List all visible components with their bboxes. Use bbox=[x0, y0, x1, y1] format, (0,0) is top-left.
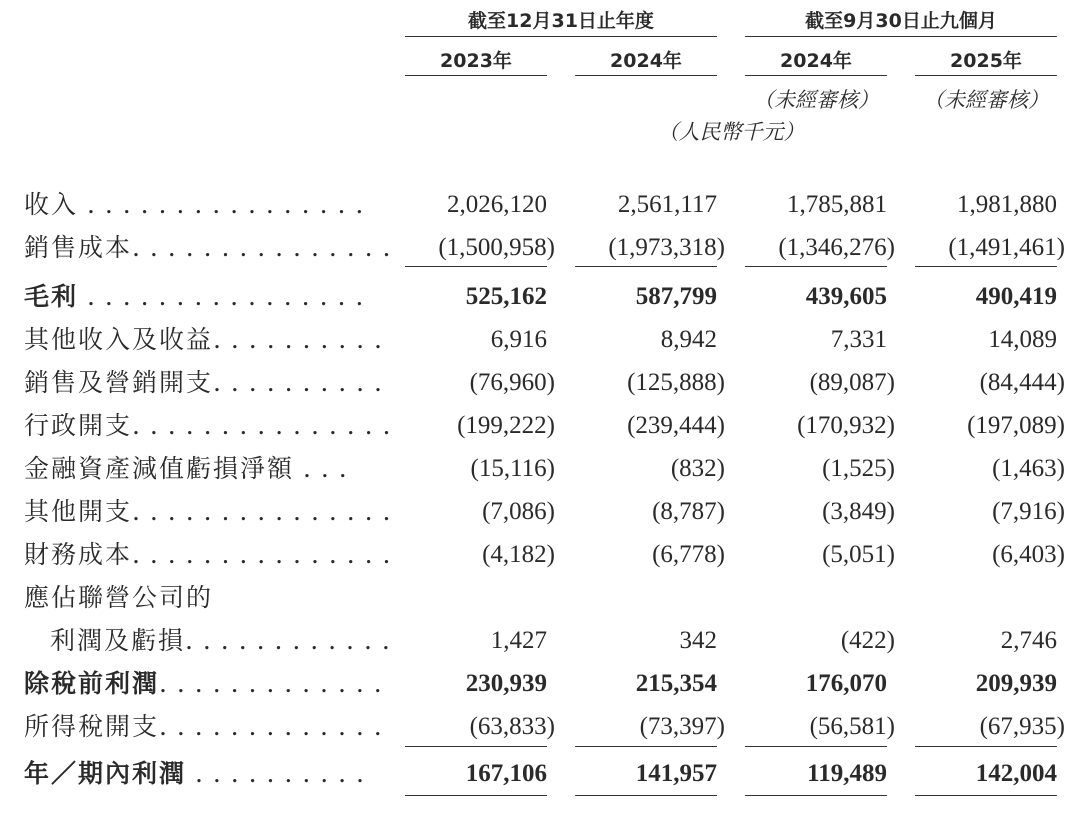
row-label bbox=[24, 183, 364, 226]
value-cell: (1,346,276) bbox=[778, 234, 895, 261]
value-cell: (1,463) bbox=[992, 455, 1065, 482]
unaudited-note-2: （未經審核） bbox=[923, 88, 1049, 112]
subtotal-rule-3 bbox=[745, 266, 887, 267]
row-label bbox=[24, 752, 365, 795]
value-cell: 215,354 bbox=[635, 670, 717, 697]
value-cell: (832) bbox=[670, 455, 725, 482]
period-underline-nine-months bbox=[745, 36, 1057, 37]
value-cell: 2,026,120 bbox=[447, 191, 547, 218]
row-label bbox=[24, 533, 391, 576]
value-cell: 14,089 bbox=[988, 326, 1057, 353]
value-cell: (1,525) bbox=[822, 455, 895, 482]
value-cell: 230,939 bbox=[465, 670, 547, 697]
total-rule-2 bbox=[575, 795, 717, 796]
row-label-text: 收入 bbox=[24, 190, 79, 219]
row-label-text: 應佔聯營公司的 bbox=[24, 583, 214, 612]
row-label bbox=[50, 619, 391, 662]
row-leader-dots: . . . . . . . . . . bbox=[213, 368, 384, 397]
table-row bbox=[0, 619, 1080, 662]
row-leader-dots: . . . . . . . . . . . . . . . . bbox=[78, 190, 365, 219]
table-row bbox=[0, 318, 1080, 361]
value-cell: (4,182) bbox=[482, 541, 555, 568]
row-label-text: 除稅前利潤 bbox=[24, 669, 160, 698]
pre-total-rule-1 bbox=[405, 746, 547, 747]
total-rule-1 bbox=[405, 795, 547, 796]
table-row bbox=[0, 705, 1080, 748]
row-label-text: 銷售成本 bbox=[24, 233, 133, 262]
row-label-text: 所得稅開支 bbox=[24, 712, 160, 741]
row-label-text: 行政開支 bbox=[24, 411, 133, 440]
year-header-2023: 2023年 bbox=[440, 50, 512, 72]
value-cell: (67,935) bbox=[979, 713, 1065, 740]
row-label-text: 其他收入及收益 bbox=[24, 325, 214, 354]
subtotal-rule-2 bbox=[575, 266, 717, 267]
total-rule-4 bbox=[915, 795, 1057, 796]
value-cell: 6,916 bbox=[490, 326, 547, 353]
table-row bbox=[0, 533, 1080, 576]
row-label-text: 金融資產減值虧損淨額 bbox=[24, 454, 295, 483]
value-cell: (1,973,318) bbox=[608, 234, 725, 261]
value-cell: 141,957 bbox=[635, 760, 717, 787]
year-underline-2 bbox=[575, 75, 717, 76]
pre-total-rule-2 bbox=[575, 746, 717, 747]
value-cell: 342 bbox=[679, 627, 717, 654]
row-label bbox=[24, 318, 383, 361]
table-row bbox=[0, 361, 1080, 404]
pre-total-rule-3 bbox=[745, 746, 887, 747]
row-label bbox=[24, 226, 391, 269]
total-rule-3 bbox=[745, 795, 887, 796]
row-leader-dots: . . . . . . . . . . . . . bbox=[159, 669, 383, 698]
value-cell: (73,397) bbox=[639, 713, 725, 740]
row-label-text: 年／期內利潤 bbox=[24, 759, 187, 788]
value-cell: 167,106 bbox=[465, 760, 547, 787]
year-header-2024: 2024年 bbox=[610, 50, 682, 72]
row-leader-dots: . . . . . . . . . . . . . . . . bbox=[78, 282, 365, 311]
table-row bbox=[0, 447, 1080, 490]
value-cell: (1,500,958) bbox=[438, 234, 555, 261]
value-cell: (84,444) bbox=[979, 369, 1065, 396]
value-cell: 587,799 bbox=[635, 283, 717, 310]
row-label bbox=[24, 447, 348, 490]
value-cell: 7,331 bbox=[830, 326, 887, 353]
value-cell: 2,746 bbox=[1000, 627, 1057, 654]
row-label bbox=[24, 490, 391, 533]
value-cell: 142,004 bbox=[975, 760, 1057, 787]
value-cell: 119,489 bbox=[807, 760, 887, 787]
row-label-text: 其他開支 bbox=[24, 497, 133, 526]
value-cell: 1,785,881 bbox=[787, 191, 887, 218]
table-row bbox=[0, 226, 1080, 269]
table-row bbox=[0, 662, 1080, 705]
value-cell: (3,849) bbox=[822, 498, 895, 525]
subtotal-rule-4 bbox=[915, 266, 1057, 267]
row-label bbox=[24, 361, 383, 404]
value-cell: (6,778) bbox=[652, 541, 725, 568]
value-cell: 176,070 bbox=[805, 670, 887, 697]
year-header-2025-nine-months: 2025年 bbox=[950, 50, 1022, 72]
value-cell: (56,581) bbox=[809, 713, 895, 740]
table-row bbox=[0, 404, 1080, 447]
value-cell: (76,960) bbox=[469, 369, 555, 396]
value-cell: (199,222) bbox=[457, 412, 555, 439]
value-cell: 525,162 bbox=[465, 283, 547, 310]
row-leader-dots: . . . . . . . . . . . . . . . bbox=[132, 233, 392, 262]
year-underline-4 bbox=[915, 75, 1057, 76]
value-cell: 439,605 bbox=[805, 283, 887, 310]
value-cell: (5,051) bbox=[822, 541, 895, 568]
value-cell: (197,089) bbox=[967, 412, 1065, 439]
row-leader-dots: . . . . . . . . . . bbox=[213, 325, 384, 354]
value-cell: (1,491,461) bbox=[948, 234, 1065, 261]
value-cell bbox=[857, 576, 1057, 619]
pre-total-rule-4 bbox=[915, 746, 1057, 747]
row-label-text: 利潤及虧損 bbox=[50, 626, 186, 655]
value-cell: (7,086) bbox=[482, 498, 555, 525]
value-cell: 1,981,880 bbox=[957, 191, 1057, 218]
table-row bbox=[0, 576, 1080, 619]
table-row bbox=[0, 183, 1080, 226]
row-leader-dots: . . . . . . . . . . . . . . . bbox=[132, 411, 392, 440]
value-cell: (125,888) bbox=[627, 369, 725, 396]
value-cell: 490,419 bbox=[975, 283, 1057, 310]
period-header-year-ended: 截至12月31日止年度 bbox=[468, 10, 654, 32]
value-cell: (239,444) bbox=[627, 412, 725, 439]
value-cell: 2,561,117 bbox=[617, 191, 717, 218]
year-header-2024-nine-months: 2024年 bbox=[780, 50, 852, 72]
row-leader-dots: . . . bbox=[294, 454, 348, 483]
unaudited-note-1: （未經審核） bbox=[753, 88, 879, 112]
value-cell: 1,427 bbox=[490, 627, 547, 654]
value-cell: (6,403) bbox=[992, 541, 1065, 568]
table-row bbox=[0, 490, 1080, 533]
period-underline-year-ended bbox=[405, 36, 717, 37]
row-leader-dots: . . . . . . . . . . . . . bbox=[159, 712, 383, 741]
value-cell: 209,939 bbox=[975, 670, 1057, 697]
currency-note: （人民幣千元） bbox=[657, 120, 805, 144]
value-cell: (63,833) bbox=[469, 713, 555, 740]
value-cell: (8,787) bbox=[652, 498, 725, 525]
value-cell: (89,087) bbox=[809, 369, 895, 396]
row-label bbox=[24, 662, 383, 705]
row-leader-dots: . . . . . . . . . . . . bbox=[185, 626, 391, 655]
subtotal-rule-1 bbox=[405, 266, 547, 267]
row-leader-dots: . . . . . . . . . . . . . . . bbox=[132, 540, 392, 569]
value-cell: (7,916) bbox=[992, 498, 1065, 525]
row-label bbox=[24, 275, 364, 318]
value-cell: (170,932) bbox=[797, 412, 895, 439]
row-label bbox=[24, 705, 383, 748]
value-cell: (15,116) bbox=[470, 455, 555, 482]
row-label bbox=[24, 576, 213, 619]
table-row bbox=[0, 275, 1080, 318]
row-label-text: 財務成本 bbox=[24, 540, 133, 569]
row-leader-dots: . . . . . . . . . . bbox=[186, 759, 365, 788]
value-cell: 8,942 bbox=[660, 326, 717, 353]
year-underline-3 bbox=[745, 75, 887, 76]
row-label bbox=[24, 404, 391, 447]
value-cell: (422) bbox=[840, 627, 895, 654]
period-header-nine-months: 截至9月30日止九個月 bbox=[805, 10, 997, 32]
row-label-text: 銷售及營銷開支 bbox=[24, 368, 214, 397]
row-leader-dots: . . . . . . . . . . . . . . . bbox=[132, 497, 392, 526]
year-underline-1 bbox=[405, 75, 547, 76]
table-row bbox=[0, 752, 1080, 795]
row-label-text: 毛利 bbox=[24, 282, 79, 311]
